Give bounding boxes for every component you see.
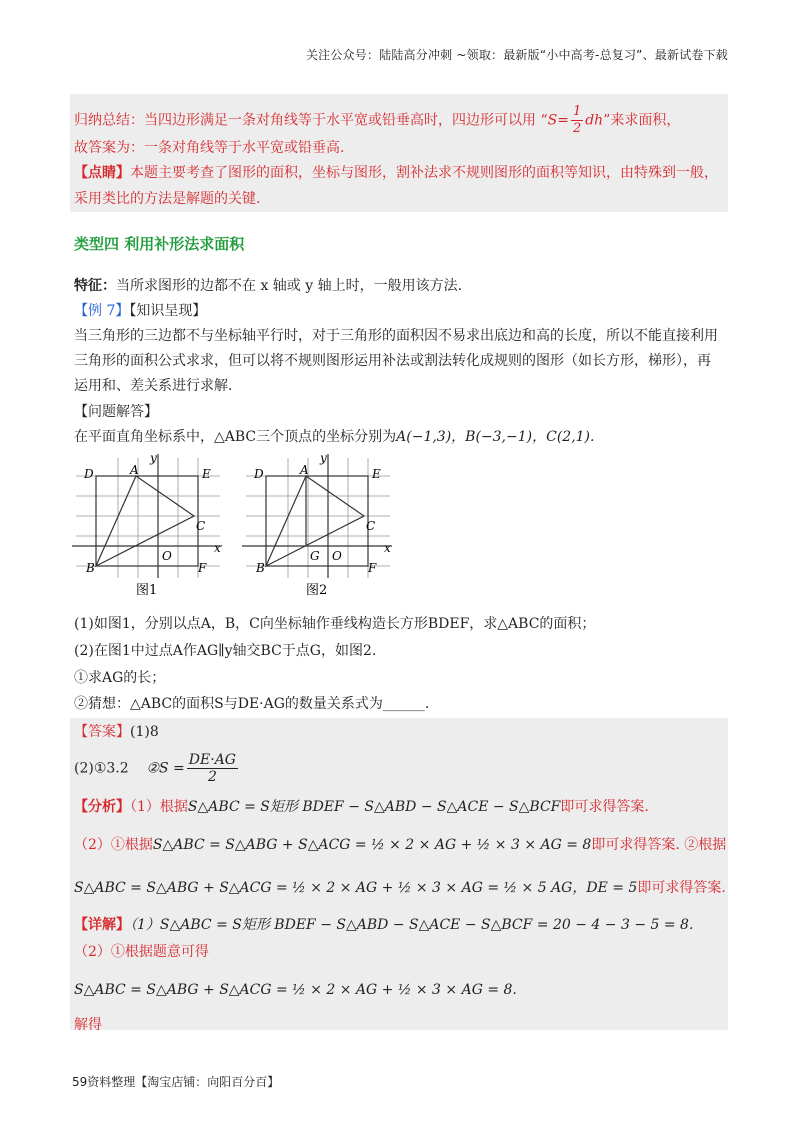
detail-line-4: 解得 — [74, 1017, 102, 1033]
detail-line-1: 【详解】（1）S△ABC = S矩形 BDEF − S△ABD − S△ACE − S△BCF = 20 − 4 − 3 − 5 = 8. — [74, 917, 694, 933]
label-o: O — [162, 549, 172, 563]
example-p1: 当三角形的三边都不与坐标轴平行时，对于三角形的面积因不易求出底边和高的长度，所以不能直接利用 — [74, 328, 718, 344]
analysis-line-2: （2）①根据S△ABC = S△ABG + S△ACG = ½ × 2 × AG + ½ × 3 × AG = 8即可求得答案. ②根据 — [74, 837, 727, 853]
answer-line-1: 【答案】(1)8 — [74, 724, 159, 740]
summary-line-2: 故答案为：一条对角线等于水平宽或铅垂高. — [74, 140, 345, 156]
analysis-line-3: S△ABC = S△ABG + S△ACG = ½ × 2 × AG + ½ × 3 × AG = ½ × 5 AG，DE = 5即可求得答案. — [74, 880, 726, 896]
label-x: x — [214, 541, 221, 555]
answer-line-2: (2)①3.2 ②S = $\frac{DE\cdot AG}{2}$ — [74, 752, 236, 785]
detail-line-2: （2）①根据题意可得 — [74, 944, 209, 960]
svg-text:F: F — [368, 561, 377, 575]
example-p2: 三角形的面积公式求求，但可以将不规则图形运用补法或割法转化成规则的图形（如长方形，梯形），再 — [74, 353, 711, 369]
label-y: y — [150, 451, 157, 465]
svg-text:D: D — [254, 467, 264, 481]
page-number: 59 — [72, 1075, 88, 1089]
question-tag: 【问题解答】 — [74, 404, 158, 420]
sub-question-1: (1)如图1，分别以点A，B，C向坐标轴作垂线构造长方形BDEF，求△ABC的面积； — [74, 616, 596, 632]
analysis-line-1: 【分析】（1）根据S△ABC = S矩形 BDEF − S△ABD − S△ACE − S△BCF即可求得答案. — [74, 799, 649, 815]
svg-text:B: B — [256, 561, 265, 575]
figure-2-caption: 图2 — [306, 583, 328, 598]
label-b: B — [86, 561, 95, 575]
figure-1 — [70, 448, 230, 608]
label-f: F — [198, 561, 207, 575]
svg-text:x: x — [384, 541, 391, 555]
label-d: D — [84, 467, 94, 481]
summary-line-3: 【点睛】本题主要考查了图形的面积，坐标与图形，割补法求不规则图形的面积等知识，由特殊到一般， — [74, 165, 718, 181]
figure-1-caption: 图1 — [136, 583, 158, 598]
summary-line-4: 采用类比的方法是解题的关键. — [74, 191, 261, 207]
triangle-abc — [96, 476, 194, 566]
feature-line: 特征：当所求图形的边都不在 x 轴或 y 轴上时，一般用该方法. — [74, 278, 463, 294]
label-g: G — [310, 549, 320, 563]
detail-line-3: S△ABC = S△ABG + S△ACG = ½ × 2 × AG + ½ × 3 × AG = 8. — [74, 982, 517, 998]
svg-text:A: A — [300, 463, 309, 477]
sub-question-2a: ①求AG的长； — [74, 670, 166, 686]
example-tag-line: 【例 7】【知识呈现】 — [74, 303, 207, 319]
sub-question-2b: ②猜想：△ABC的面积S与DE·AG的数量关系式为______. — [74, 696, 430, 712]
label-c: C — [196, 519, 206, 533]
svg-text:O: O — [332, 549, 342, 563]
sub-question-2: (2)在图1中过点A作AG∥y轴交BC于点G，如图2. — [74, 643, 377, 659]
section-title: 类型四 利用补形法求面积 — [74, 235, 245, 253]
label-e: E — [202, 467, 211, 481]
label-a: A — [130, 463, 139, 477]
figure-2 — [240, 448, 400, 608]
svg-text:E: E — [372, 467, 381, 481]
question-statement: 在平面直角坐标系中，△ABC三个顶点的坐标分别为A(−1,3)，B(−3,−1)，C(2,1). — [74, 429, 595, 445]
page-header: 关注公众号：陆陆高分冲刺 ~领取：最新版“小中高考-总复习”、最新试卷下载 — [305, 48, 728, 62]
example-p3: 运用和、差关系进行求解. — [74, 378, 233, 394]
svg-text:C: C — [366, 519, 376, 533]
summary-line-1: 归纳总结：当四边形满足一条对角线等于水平宽或铅垂高时，四边形可以用 “S= $\frac{1}{2}$ dh”来求面积， — [74, 104, 681, 136]
svg-text:y: y — [320, 451, 327, 465]
rectangle-bdef — [96, 476, 198, 566]
page-footer: 59资料整理【淘宝店铺：向阳百分百】 — [72, 1075, 280, 1089]
